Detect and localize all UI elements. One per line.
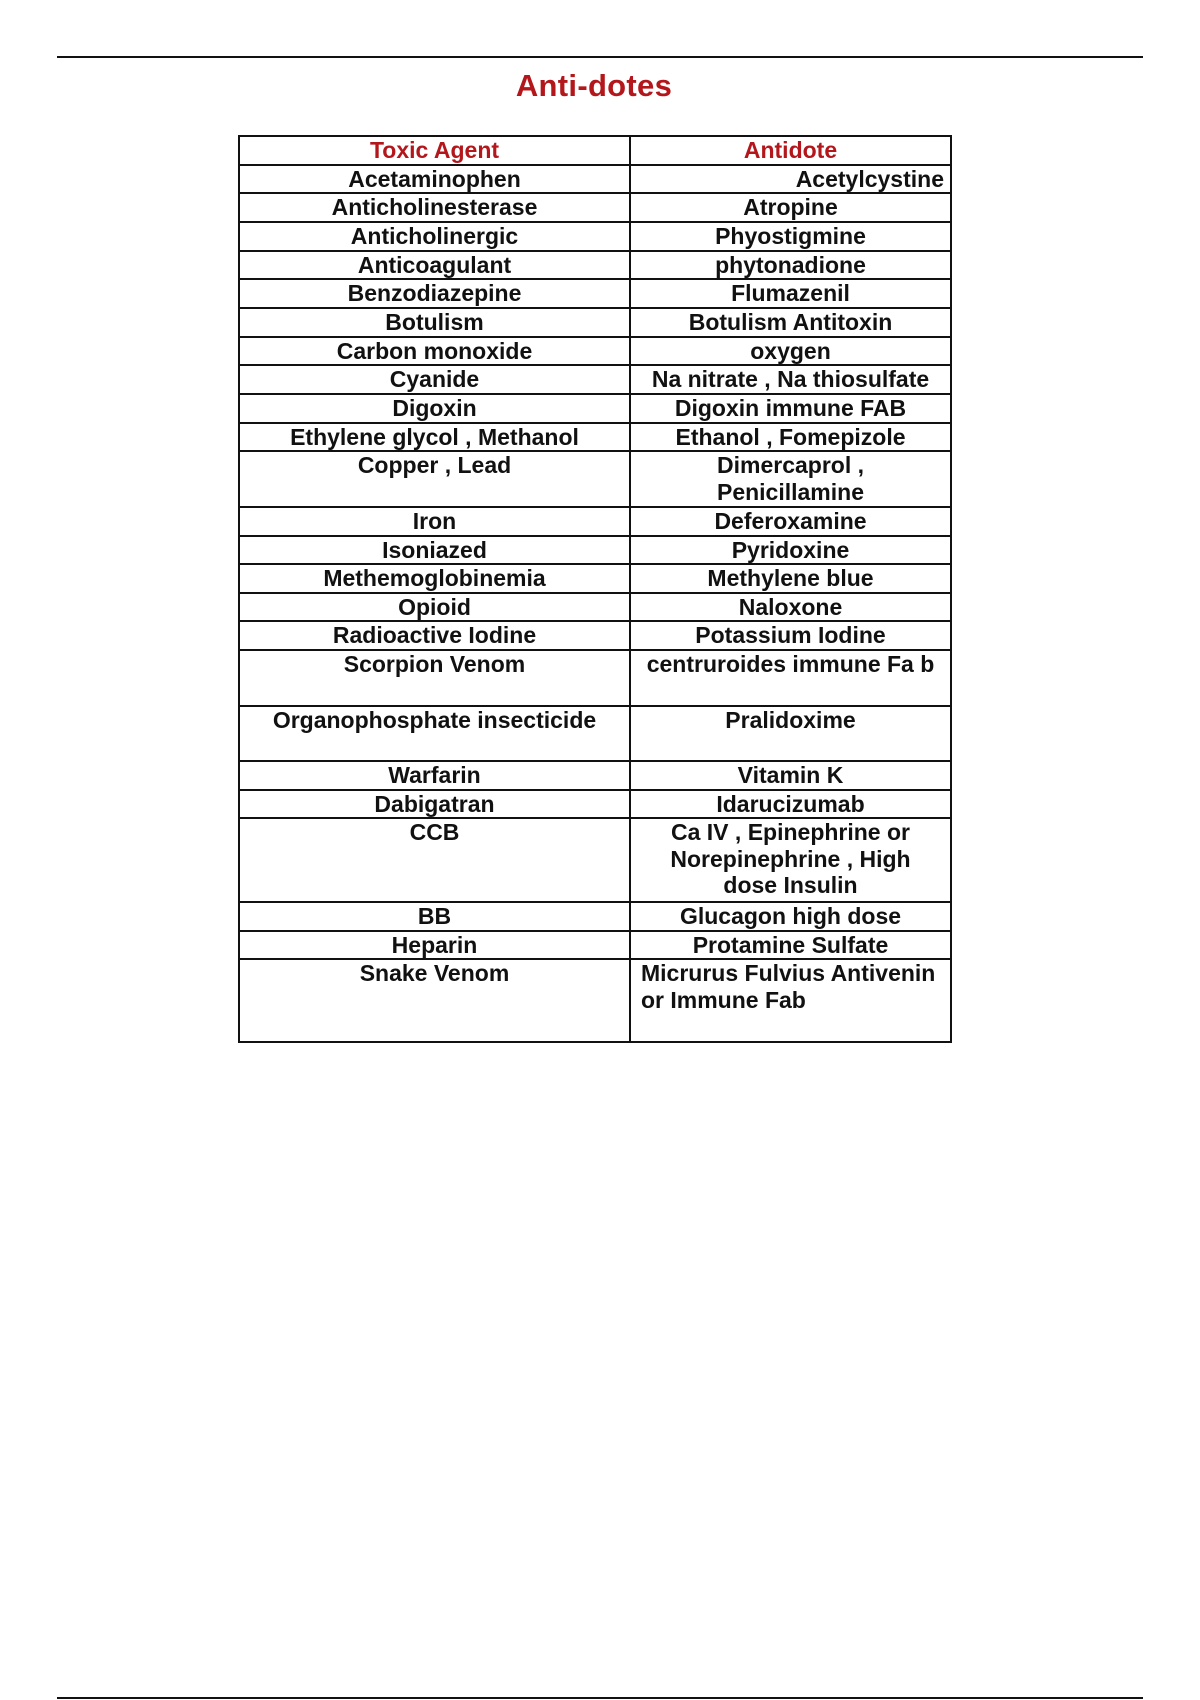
table-row [239,279,951,308]
toxic-agent-cell: BB [239,902,630,931]
table-row [239,308,951,337]
toxic-agent-cell: Snake Venom [239,959,630,1042]
table-row [239,706,951,761]
table-row [239,536,951,565]
antidote-cell: Naloxone [630,593,951,622]
antidote-cell: Micrurus Fulvius Antivenin or Immune Fab [630,959,951,1042]
toxic-agent-cell: Botulism [239,308,630,337]
antidote-cell: Glucagon high dose [630,902,951,931]
toxic-agent-cell: Anticholinesterase [239,193,630,222]
table-row [239,222,951,251]
antidote-cell: Pyridoxine [630,536,951,565]
toxic-agent-cell: Anticholinergic [239,222,630,251]
toxic-agent-cell: Opioid [239,593,630,622]
toxic-agent-cell: Isoniazed [239,536,630,565]
antidote-table [238,135,952,1043]
table-row [239,650,951,706]
toxic-agent-cell: Carbon monoxide [239,337,630,366]
toxic-agent-cell: Acetaminophen [239,165,630,194]
table-row [239,593,951,622]
table-row [239,959,951,1042]
table-row [239,818,951,902]
table-row [239,902,951,931]
table-row [239,761,951,790]
antidote-cell: Phyostigmine [630,222,951,251]
antidote-cell: oxygen [630,337,951,366]
antidote-cell: Na nitrate , Na thiosulfate [630,365,951,394]
toxic-agent-cell: Digoxin [239,394,630,423]
page-title: Anti-dotes [515,68,673,103]
table-row [239,165,951,194]
antidote-cell: Botulism Antitoxin [630,308,951,337]
toxic-agent-cell: Iron [239,507,630,536]
column-header-toxic-agent: Toxic Agent [239,136,630,165]
table-row [239,365,951,394]
toxic-agent-cell: Organophosphate insecticide [239,706,630,761]
table-row [239,451,951,507]
column-header-antidote: Antidote [630,136,951,165]
table-row [239,931,951,960]
antidote-cell: centruroides immune Fa b [630,650,951,706]
antidote-cell: Methylene blue [630,564,951,593]
toxic-agent-cell: Copper , Lead [239,451,630,507]
table-header-row [239,136,951,165]
toxic-agent-cell: Radioactive Iodine [239,621,630,650]
table-row [239,564,951,593]
table-row [239,423,951,452]
table-row [239,621,951,650]
antidote-cell: Atropine [630,193,951,222]
antidote-cell: Vitamin K [630,761,951,790]
antidote-cell: phytonadione [630,251,951,280]
toxic-agent-cell: Methemoglobinemia [239,564,630,593]
toxic-agent-cell: Benzodiazepine [239,279,630,308]
antidote-cell: Digoxin immune FAB [630,394,951,423]
antidote-cell: Acetylcystine [630,165,951,194]
toxic-agent-cell: Anticoagulant [239,251,630,280]
antidote-cell: Ethanol , Fomepizole [630,423,951,452]
antidote-cell: Potassium Iodine [630,621,951,650]
table-row [239,790,951,819]
top-rule [57,56,1143,58]
antidote-cell: Pralidoxime [630,706,951,761]
table-row [239,507,951,536]
toxic-agent-cell: Ethylene glycol , Methanol [239,423,630,452]
bottom-rule [57,1697,1143,1699]
table-row [239,251,951,280]
toxic-agent-cell: CCB [239,818,630,902]
antidote-cell: Ca IV , Epinephrine or Norepinephrine , High dose Insulin [630,818,951,902]
toxic-agent-cell: Dabigatran [239,790,630,819]
toxic-agent-cell: Scorpion Venom [239,650,630,706]
table-row [239,193,951,222]
toxic-agent-cell: Heparin [239,931,630,960]
toxic-agent-cell: Cyanide [239,365,630,394]
antidote-cell: Flumazenil [630,279,951,308]
toxic-agent-cell: Warfarin [239,761,630,790]
table-row [239,394,951,423]
antidote-cell: Dimercaprol , Penicillamine [630,451,951,507]
antidote-cell: Deferoxamine [630,507,951,536]
antidote-cell: Idarucizumab [630,790,951,819]
antidote-cell: Protamine Sulfate [630,931,951,960]
table-row [239,337,951,366]
